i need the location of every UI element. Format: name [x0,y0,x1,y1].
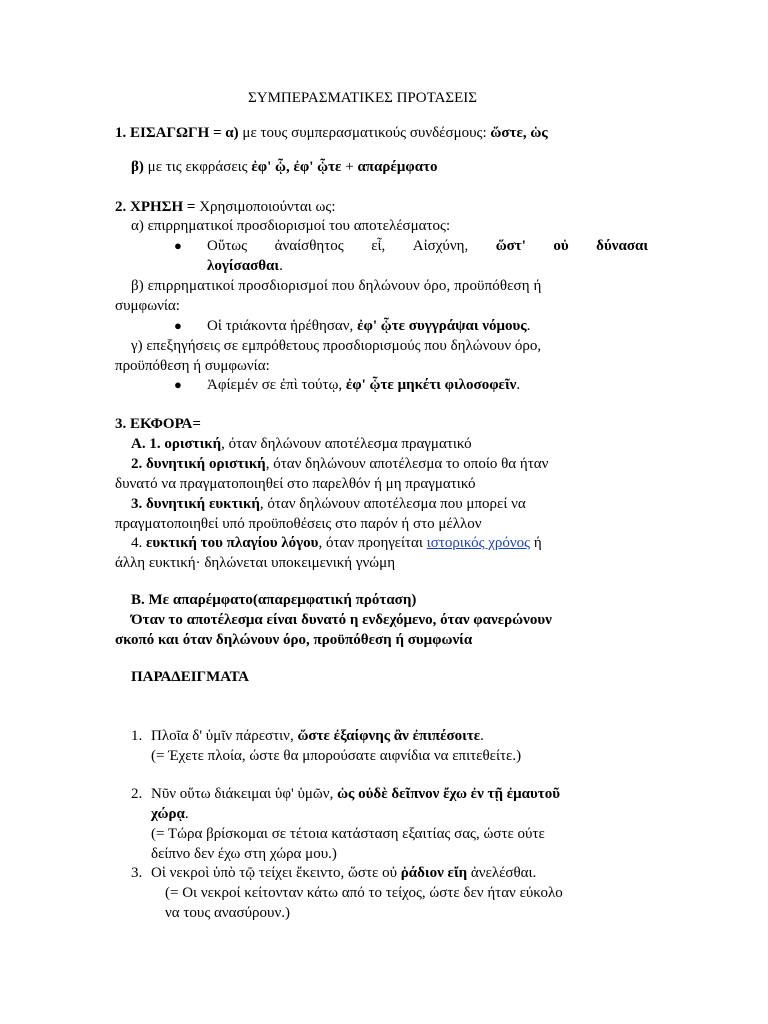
term-number: 4. [131,535,146,551]
section-1-line-b [131,157,437,177]
term-text: , όταν δηλώνουν αποτέλεσμα πραγματικό [221,436,472,452]
historical-tense-link[interactable]: ιστορικός χρόνος [426,535,531,551]
bullet-icon: ● [174,318,182,333]
punct: . [480,728,484,744]
section-2-a-example [207,236,648,256]
section-1-a-text: με τους συμπερασματικούς συνδέσμους: [238,125,491,141]
section-1-b-text: με τις εκφράσεις [143,159,252,175]
example-text: Πλοῖα δ' ὑμῖν πάρεστιν, [151,728,298,744]
section-3-b-line2 [115,630,472,650]
examples-heading-text: ΠΑΡΑΔΕΙΓΜΑΤΑ [131,669,249,685]
examples-heading [131,667,249,687]
example-bold: ὡς οὐδὲ δεῖπνον ἔχω ἐν τῇ ἐμαυτοῦ [337,786,560,802]
section-2-a-example-cont [207,256,283,276]
section-1-b-bold1: ἐφ' ᾧ, ἐφ' ᾧτε [251,159,342,175]
example-2-translation-2: δείπνο δεν έχω στη χώρα μου.) [151,846,337,862]
word-bold: οὐ [553,238,569,254]
punct: . [516,377,521,393]
term-bold: ευκτική του πλαγίου λόγου [146,535,319,551]
section-3-b-heading-text: Β. Με απαρέμφατο(απαρεμφατική πρόταση) [131,592,417,608]
word: Οὕτως [207,238,248,254]
section-3-b-line1 [131,610,552,630]
example-bold: ῥάδιον εἴη [400,865,468,881]
example-bold: χώρᾳ [151,806,185,822]
section-2-b-line1 [131,276,648,296]
term-text: , όταν προηγείται [318,535,427,551]
section-2-c-line1: γ) επεξηγήσεις σε εμπρόθετους προσδιορισμούς που δηλώνουν όρο, [131,338,542,354]
term-bold: 2. δυνητική οριστική [131,456,266,472]
section-3-a3 [131,494,526,514]
term-bold: Α. 1. οριστική [131,436,222,452]
example-3 [151,863,536,883]
section-3-a2-line2: δυνατό να πραγματοποιηθεί στο παρελθόν ή μη πραγματικό [115,476,476,492]
section-2-a: α) επιρρηματικοί προσδιορισμοί του αποτελέσματος: [131,218,451,234]
term-bold: 3. δυνητική ευκτική [131,496,260,512]
section-2-b-line2: συμφωνία: [115,298,180,314]
example-text: Οἱ τριάκοντα ἡρέθησαν, [207,318,358,334]
punct: . [184,806,189,822]
example-text: Ἀφίεμέν σε ἐπὶ τούτῳ, [207,377,346,393]
section-3-b-heading [131,590,416,610]
section-1-heading: 1. ΕΙΣΑΓΩΓΗ = α) [115,125,239,141]
example-2-num: 2. [131,786,143,802]
example-2-cont [151,804,189,824]
example-3-translation-1: (= Οι νεκροί κείτονταν κάτω από το τείχος, ώστε δεν ήταν εύκολο [165,885,563,901]
section-3-a3-line2: πραγματοποιηθεί υπό προϋποθέσεις στο παρόν ή στο μέλλον [115,516,482,532]
bullet-icon: ● [174,238,182,253]
word-bold: λογίσασθαι [207,258,280,274]
section-3-a4 [131,533,542,553]
word: ἀναίσθητος [274,238,344,254]
example-bold: ἐφ' ᾧτε μηκέτι φιλοσοφεῖν [345,377,517,393]
section-2-c-line2: προϋπόθεση ή συμφωνία: [115,358,270,374]
example-2 [151,784,560,804]
bullet-icon: ● [174,377,182,392]
term-text: , όταν δηλώνουν αποτέλεσμα το οποίο θα ήταν [265,456,549,472]
section-3-a1 [131,434,472,454]
example-2-translation-1: (= Τώρα βρίσκομαι σε τέτοια κατάσταση εξαιτίας σας, ώστε ούτε [151,826,545,842]
section-2-b-example [207,316,530,336]
word-bold: ὥστ' [495,238,526,254]
word-bold: δύνασαι [596,238,648,254]
word: Αἰσχύνη, [412,238,469,254]
example-3-translation-2: να τους ανασύρουν.) [165,905,290,921]
section-2-heading-text: Χρησιμοποιούνται ως: [195,199,336,215]
section-3-b-line2-text: σκοπό και όταν δηλώνουν όρο, προϋπόθεση ή συμφωνία [115,632,473,648]
section-1-b-plus: + [341,159,358,175]
section-1-b-label: β) [131,159,144,175]
term-text: ή [530,535,542,551]
section-2-heading: 2. ΧΡΗΣΗ = [115,199,196,215]
example-text: ἀνελέσθαι. [467,865,537,881]
example-1 [151,726,484,746]
example-bold: ἐφ' ᾧτε συγγράψαι νόμους [357,318,527,334]
punct: . [526,318,531,334]
section-1-line-a [115,123,548,143]
section-3-heading-text: 3. ΕΚΦΟΡΑ= [115,416,201,432]
section-2-heading-line [115,197,335,217]
word: εἶ, [371,238,386,254]
section-3-a4-line2: άλλη ευκτική· δηλώνεται υποκειμενική γνώμη [115,555,396,571]
term-text: , όταν δηλώνουν αποτέλεσμα που μπορεί να [259,496,526,512]
example-bold: ὥστε ἐξαίφνης ἂν ἐπιπέσοιτε [297,728,481,744]
page-title: ΣΥΜΠΕΡΑΣΜΑΤΙΚΕΣ ΠΡΟΤΑΣΕΙΣ [248,90,478,106]
section-1-a-bold: ὥστε, ὡς [490,125,548,141]
example-text: Οἱ νεκροὶ ὑπὸ τῷ τείχει ἔκειντο, ὥστε οὐ [151,865,401,881]
section-1-b-bold2: απαρέμφατο [357,159,438,175]
section-2-b-text: β) επιρρηματικοί προσδιορισμοί που δηλώνουν όρο, προϋπόθεση ή [131,278,542,294]
punct: . [279,258,283,274]
section-3-b-line1-text: Όταν το αποτέλεσμα είναι δυνατό η ενδεχόμενο, όταν φανερώνουν [131,612,552,628]
example-3-num: 3. [131,865,143,881]
example-text: Νῦν οὕτω διάκειμαι ὑφ' ὑμῶν, [151,786,338,802]
example-1-translation: (= Έχετε πλοία, ώστε θα μπορούσατε αιφνίδια να επιτεθείτε.) [151,748,522,764]
example-1-num: 1. [131,728,143,744]
section-2-c-example [207,375,520,395]
section-3-heading [115,414,201,434]
section-3-a2 [131,454,548,474]
